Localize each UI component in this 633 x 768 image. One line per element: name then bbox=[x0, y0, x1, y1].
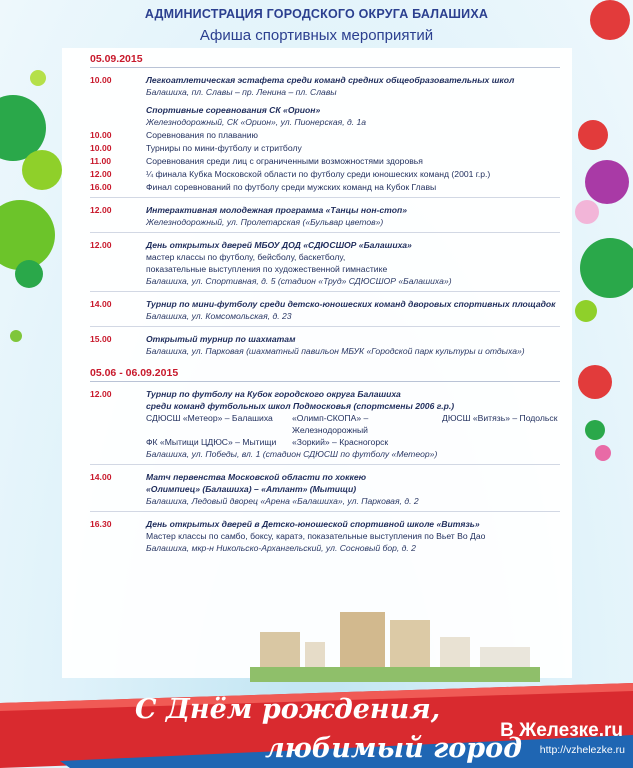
divider bbox=[90, 326, 560, 327]
sub-event bbox=[90, 155, 560, 167]
sub-event bbox=[90, 129, 560, 141]
event-title: Матч первенства Московской области по хоккею bbox=[146, 472, 367, 482]
greeting-line-2: любимый город bbox=[265, 733, 522, 764]
event-text: ¼ финала Кубка Московской области по футболу среди юношеских команд (2001 г.р.) bbox=[146, 169, 491, 179]
event bbox=[90, 333, 560, 357]
event-subtitle: «Олимпиец» (Балашиха) – «Атлант» (Мытищи) bbox=[146, 484, 357, 494]
event-text: Соревнования среди лиц с ограниченными возможностями здоровья bbox=[146, 156, 423, 166]
event-title: Турнир по мини-футболу среди детско-юношеских команд дворовых спортивных площадок bbox=[146, 299, 556, 309]
event bbox=[90, 239, 560, 287]
section-date: 05.06 - 06.09.2015 bbox=[90, 367, 179, 379]
event-time: 10.00 bbox=[90, 130, 112, 140]
event-title: Открытый турнир по шахматам bbox=[146, 334, 296, 344]
team: ДЮСШ «Витязь» – Подольск bbox=[442, 413, 558, 423]
event-time: 16.00 bbox=[90, 182, 112, 192]
event-time: 11.00 bbox=[90, 156, 112, 166]
teams-list bbox=[146, 412, 602, 448]
team: «Зоркий» – Красногорск bbox=[292, 437, 389, 447]
event-time: 12.00 bbox=[90, 389, 112, 399]
watermark-site: В Железке.ru bbox=[500, 720, 623, 741]
event-title: День открытых дверей в Детско-юношеской спортивной школе «Витязь» bbox=[146, 519, 480, 529]
event bbox=[90, 298, 560, 322]
divider bbox=[90, 511, 560, 512]
team bbox=[442, 436, 602, 448]
event-text: Турниры по мини-футболу и стритболу bbox=[146, 143, 302, 153]
divider bbox=[90, 67, 560, 68]
event-time: 16.30 bbox=[90, 519, 112, 529]
event-title: Турнир по футболу на Кубок городского округа Балашиха bbox=[146, 389, 401, 399]
schedule bbox=[90, 52, 560, 555]
event-time: 12.00 bbox=[90, 169, 112, 179]
event bbox=[90, 471, 560, 507]
sub-event bbox=[90, 142, 560, 154]
event bbox=[90, 204, 560, 228]
organization-header: АДМИНИСТРАЦИЯ ГОРОДСКОГО ОКРУГА БАЛАШИХА bbox=[144, 7, 489, 21]
event-location: Балашиха, пл. Славы – пр. Ленина – пл. Славы bbox=[146, 87, 337, 97]
divider bbox=[90, 232, 560, 233]
sub-event bbox=[90, 168, 560, 180]
event bbox=[90, 518, 560, 554]
team: ФК «Мытищи ЦДЮС» – Мытищи bbox=[146, 437, 277, 447]
event-title: Легкоатлетическая эстафета среди команд средних общеобразовательных школ bbox=[146, 75, 515, 85]
event-detail: Мастер классы по самбо, боксу, каратэ, показательные выступления по Вьет Во Дао bbox=[146, 531, 486, 541]
event-time: 14.00 bbox=[90, 472, 112, 482]
city-skyline-illustration bbox=[250, 612, 540, 682]
event bbox=[90, 104, 560, 128]
event-location: Балашиха, мкр-н Никольско-Архангельский, ул. Сосновый бор, д. 2 bbox=[146, 543, 416, 553]
event-location: Балашиха, ул. Спортивная, д. 5 (стадион «Труд» СДЮСШОР «Балашиха») bbox=[146, 276, 452, 286]
page-title: Афиша спортивных мероприятий bbox=[199, 27, 434, 44]
event-subtitle: среди команд футбольных школ Подмосковья (спортсмены 2006 г.р.) bbox=[146, 401, 455, 411]
greeting-line-1: С Днём рождения, bbox=[135, 694, 441, 725]
event-time: 15.00 bbox=[90, 334, 112, 344]
event bbox=[90, 388, 560, 460]
section-date: 05.09.2015 bbox=[90, 53, 143, 65]
event-location: Балашиха, ул. Парковая (шахматный павильон МБУК «Городской парк культуры и отдыха») bbox=[146, 346, 525, 356]
event-text: Финал соревнований по футболу среди мужских команд на Кубок Главы bbox=[146, 182, 437, 192]
event-detail: мастер классы по футболу, бейсболу, баскетболу, bbox=[146, 252, 346, 262]
event-detail: показательные выступления по художественной гимнастике bbox=[146, 264, 388, 274]
event-time bbox=[90, 104, 146, 128]
divider bbox=[90, 291, 560, 292]
event-title: Интерактивная молодежная программа «Танцы нон-стоп» bbox=[146, 205, 407, 215]
divider bbox=[90, 197, 560, 198]
event bbox=[90, 74, 560, 98]
team: «Олимп-СКОПА» – Железнодорожный bbox=[292, 413, 369, 435]
event-title: День открытых дверей МБОУ ДОД «СДЮСШОР «Балашиха» bbox=[146, 240, 412, 250]
sub-event bbox=[90, 181, 560, 193]
divider bbox=[90, 381, 560, 382]
event-title: Спортивные соревнования СК «Орион» bbox=[146, 105, 321, 115]
event-location: Железнодорожный, СК «Орион», ул. Пионерская, д. 1а bbox=[146, 117, 367, 127]
divider bbox=[90, 464, 560, 465]
event-time: 12.00 bbox=[90, 240, 112, 250]
event-time: 14.00 bbox=[90, 299, 112, 309]
event-time: 10.00 bbox=[90, 143, 112, 153]
watermark-url: http://vzhelezke.ru bbox=[539, 744, 625, 756]
event-time: 10.00 bbox=[90, 75, 112, 85]
event-location: Балашиха, ул. Победы, вл. 1 (стадион СДЮСШ по футболу «Метеор») bbox=[146, 449, 438, 459]
event-text: Соревнования по плаванию bbox=[146, 130, 258, 140]
event-location: Железнодорожный, ул. Пролетарская («Бульвар цветов») bbox=[146, 217, 384, 227]
event-location: Балашиха, Ледовый дворец «Арена «Балашиха», ул. Парковая, д. 2 bbox=[146, 496, 419, 506]
event-location: Балашиха, ул. Комсомольская, д. 23 bbox=[146, 311, 292, 321]
event-time: 12.00 bbox=[90, 205, 112, 215]
team: СДЮСШ «Метеор» – Балашиха bbox=[146, 413, 273, 423]
